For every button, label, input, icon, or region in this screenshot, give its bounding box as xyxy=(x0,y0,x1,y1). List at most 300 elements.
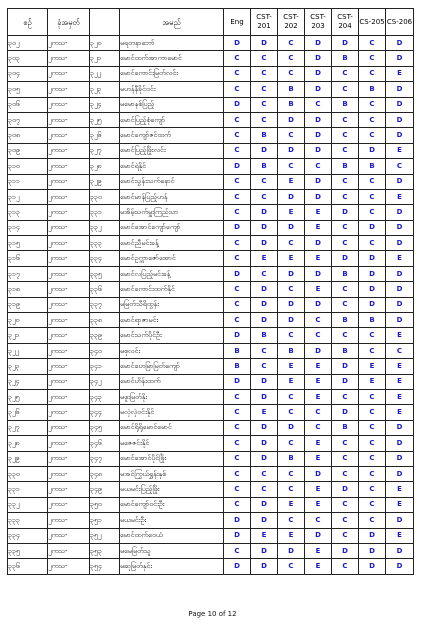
grade-cell: D xyxy=(359,266,386,281)
grade-cell: B xyxy=(224,343,251,358)
grade-cell: B xyxy=(332,159,359,174)
header-cell: CS-205 xyxy=(359,9,386,36)
grade-cell: E xyxy=(386,374,414,389)
grade-cell: C xyxy=(224,66,251,81)
student-name-cell: မောင်အောင်ပိုင်ဖြိုး xyxy=(120,451,224,466)
grade-cell: B xyxy=(224,359,251,374)
grade-cell: D xyxy=(332,374,359,389)
grade-cell: D xyxy=(278,420,305,435)
roll-number-cell: ၃၅၂ xyxy=(90,528,120,543)
header-row xyxy=(8,9,414,36)
grade-cell: C xyxy=(305,328,332,343)
serial-number-cell: ၃၂၇ xyxy=(8,420,48,435)
grade-cell: C xyxy=(251,66,278,81)
grade-cell: D xyxy=(305,36,332,51)
grade-cell: D xyxy=(386,51,414,66)
roll-prefix-cell: ၂ကသ- xyxy=(48,420,90,435)
roll-prefix-cell: ၂ကသ- xyxy=(48,205,90,220)
table-row xyxy=(8,51,414,66)
header-cell: Eng xyxy=(224,9,251,36)
serial-number-cell: ၃၀၈ xyxy=(8,128,48,143)
header-cell xyxy=(90,9,120,36)
roll-prefix-cell: ၂ကသ- xyxy=(48,236,90,251)
grade-cell: D xyxy=(386,436,414,451)
grade-cell: E xyxy=(386,359,414,374)
grade-cell: D xyxy=(359,282,386,297)
grade-cell: D xyxy=(251,282,278,297)
roll-prefix-cell: ၂ကသ- xyxy=(48,36,90,51)
serial-number-cell: ၃၁၆ xyxy=(8,251,48,266)
serial-number-cell: ၃၃၅ xyxy=(8,543,48,558)
grade-cell: B xyxy=(278,343,305,358)
grade-cell: C xyxy=(224,543,251,558)
grade-cell: E xyxy=(359,359,386,374)
table-row xyxy=(8,313,414,328)
grade-cell: B xyxy=(332,97,359,112)
table-row xyxy=(8,513,414,528)
grade-cell: D xyxy=(278,112,305,127)
grade-cell: E xyxy=(305,436,332,451)
grade-cell: D xyxy=(305,297,332,312)
grade-cell: D xyxy=(359,528,386,543)
serial-number-cell: ၃၁၅ xyxy=(8,236,48,251)
grade-cell: B xyxy=(332,51,359,66)
grade-cell: D xyxy=(305,266,332,281)
student-name-cell: မောင်ရိုရိုမောင်မောင် xyxy=(120,420,224,435)
grade-cell: C xyxy=(332,66,359,81)
roll-number-cell: ၃၄၂ xyxy=(90,374,120,389)
grade-cell: D xyxy=(386,466,414,481)
grade-cell: D xyxy=(359,143,386,158)
table-row xyxy=(8,466,414,481)
grade-cell: C xyxy=(224,189,251,204)
student-name-cell: မဆုမြတ်နှင်း xyxy=(120,559,224,574)
grade-cell: C xyxy=(251,359,278,374)
grade-cell: D xyxy=(251,559,278,574)
grade-cell: C xyxy=(359,128,386,143)
roll-number-cell: ၃၂၃ xyxy=(90,82,120,97)
grade-cell: C xyxy=(305,97,332,112)
grade-cell: C xyxy=(278,328,305,343)
grade-cell: D xyxy=(332,405,359,420)
grade-cell: E xyxy=(305,282,332,297)
grade-cell: C xyxy=(305,420,332,435)
grade-cell: D xyxy=(305,82,332,97)
serial-number-cell: ၃၂၈ xyxy=(8,436,48,451)
grade-cell: D xyxy=(386,297,414,312)
student-name-cell: မောင်ထက်အာကာမောင် xyxy=(120,51,224,66)
table-row xyxy=(8,66,414,81)
grade-cell: C xyxy=(224,389,251,404)
grade-cell: C xyxy=(224,405,251,420)
grade-cell: D xyxy=(251,389,278,404)
grade-cell: D xyxy=(251,497,278,512)
table-row xyxy=(8,343,414,358)
grade-cell: C xyxy=(224,143,251,158)
roll-prefix-cell: ၂ကသ- xyxy=(48,174,90,189)
table-row xyxy=(8,389,414,404)
serial-number-cell: ၃၃၀ xyxy=(8,466,48,481)
roll-prefix-cell: ၂ကသ- xyxy=(48,143,90,158)
grade-cell: D xyxy=(386,36,414,51)
grade-cell: C xyxy=(251,112,278,127)
grade-cell: D xyxy=(386,205,414,220)
grade-cell: C xyxy=(278,36,305,51)
grade-cell: E xyxy=(386,482,414,497)
grade-cell: C xyxy=(278,66,305,81)
results-table xyxy=(7,8,414,575)
grade-cell: B xyxy=(332,313,359,328)
table-row xyxy=(8,297,414,312)
header-cell: အမည် xyxy=(120,9,224,36)
grade-cell: D xyxy=(305,236,332,251)
grade-cell: D xyxy=(386,559,414,574)
grade-cell: E xyxy=(386,251,414,266)
grade-cell: C xyxy=(224,282,251,297)
grade-cell: D xyxy=(305,112,332,127)
grade-cell: C xyxy=(224,466,251,481)
grade-cell: D xyxy=(386,282,414,297)
grade-cell: C xyxy=(332,282,359,297)
roll-number-cell: ၃၃၅ xyxy=(90,266,120,281)
roll-prefix-cell: ၂ကသ- xyxy=(48,528,90,543)
grade-cell: E xyxy=(386,66,414,81)
grade-cell: D xyxy=(224,220,251,235)
grade-cell: D xyxy=(251,543,278,558)
grade-cell: B xyxy=(278,97,305,112)
serial-number-cell: ၃၂၅ xyxy=(8,389,48,404)
grade-cell: C xyxy=(359,513,386,528)
grade-cell: C xyxy=(332,559,359,574)
grade-cell: C xyxy=(332,82,359,97)
grade-cell: B xyxy=(359,159,386,174)
grade-cell: D xyxy=(251,220,278,235)
table-row xyxy=(8,236,414,251)
grade-cell: C xyxy=(224,451,251,466)
grade-cell: D xyxy=(278,313,305,328)
roll-number-cell: ၃၃၀ xyxy=(90,189,120,204)
roll-number-cell: ၃၂၉ xyxy=(90,174,120,189)
grade-cell: D xyxy=(251,36,278,51)
table-row xyxy=(8,97,414,112)
serial-number-cell: ၃၂၀ xyxy=(8,313,48,328)
student-name-cell: မမြတ်သီရိထွန်း xyxy=(120,297,224,312)
student-name-cell: မောင်ကျော်ဇင်ထက် xyxy=(120,128,224,143)
roll-number-cell: ၃၂၁ xyxy=(90,51,120,66)
table-row xyxy=(8,374,414,389)
table-row xyxy=(8,559,414,574)
grade-cell: E xyxy=(386,389,414,404)
student-name-cell: မအိမ့်သက်မှူးကြည်သာ xyxy=(120,205,224,220)
grade-cell: E xyxy=(305,389,332,404)
serial-number-cell: ၃၀၆ xyxy=(8,97,48,112)
grade-cell: D xyxy=(386,112,414,127)
grade-cell: D xyxy=(332,359,359,374)
roll-prefix-cell: ၂ကသ- xyxy=(48,405,90,420)
grade-cell: C xyxy=(251,466,278,481)
grade-cell: D xyxy=(224,513,251,528)
student-name-cell: မမောနစ်ပြည့် xyxy=(120,97,224,112)
table-row xyxy=(8,282,414,297)
grade-cell: C xyxy=(332,436,359,451)
grade-cell: E xyxy=(278,497,305,512)
table-row xyxy=(8,328,414,343)
roll-prefix-cell: ၂ကသ- xyxy=(48,82,90,97)
table-row xyxy=(8,128,414,143)
table-row xyxy=(8,112,414,127)
table-row xyxy=(8,174,414,189)
grade-cell: D xyxy=(305,466,332,481)
serial-number-cell: ၃၁၂ xyxy=(8,189,48,204)
grade-cell: D xyxy=(251,436,278,451)
header-cell: CST-201 xyxy=(251,9,278,36)
grade-cell: C xyxy=(332,497,359,512)
grade-cell: C xyxy=(278,282,305,297)
grade-cell: C xyxy=(359,405,386,420)
grade-cell: C xyxy=(332,236,359,251)
roll-number-cell: ၃၃၄ xyxy=(90,251,120,266)
grade-cell: D xyxy=(224,159,251,174)
grade-cell: C xyxy=(359,174,386,189)
grade-cell: E xyxy=(278,359,305,374)
table-row xyxy=(8,405,414,420)
grade-cell: D xyxy=(251,451,278,466)
roll-number-cell: ၃၅၃ xyxy=(90,543,120,558)
grade-cell: C xyxy=(359,451,386,466)
student-name-cell: မောင်ပြည့်ဖြိုးလင်း xyxy=(120,143,224,158)
grade-cell: C xyxy=(359,497,386,512)
serial-number-cell: ၃၂၂ xyxy=(8,343,48,358)
grade-cell: E xyxy=(278,174,305,189)
grade-cell: C xyxy=(278,128,305,143)
grade-cell: E xyxy=(251,251,278,266)
grade-cell: D xyxy=(305,128,332,143)
roll-prefix-cell: ၂ကသ- xyxy=(48,374,90,389)
grade-cell: C xyxy=(332,513,359,528)
roll-number-cell: ၃၃၈ xyxy=(90,313,120,328)
roll-number-cell: ၃၂၄ xyxy=(90,97,120,112)
table-row xyxy=(8,143,414,158)
grade-cell: D xyxy=(386,97,414,112)
grade-cell: C xyxy=(332,466,359,481)
serial-number-cell: ၃၂၆ xyxy=(8,405,48,420)
roll-prefix-cell: ၂ကသ- xyxy=(48,112,90,127)
grade-cell: C xyxy=(332,328,359,343)
grade-cell: D xyxy=(359,251,386,266)
grade-cell: C xyxy=(359,466,386,481)
grade-cell: E xyxy=(386,189,414,204)
grade-cell: D xyxy=(224,328,251,343)
grade-cell: C xyxy=(224,297,251,312)
roll-number-cell: ၃၃၆ xyxy=(90,282,120,297)
roll-prefix-cell: ၂ကသ- xyxy=(48,282,90,297)
grade-cell: C xyxy=(251,97,278,112)
roll-prefix-cell: ၂ကသ- xyxy=(48,466,90,481)
grade-cell: D xyxy=(224,528,251,543)
grade-cell: D xyxy=(305,174,332,189)
grade-cell: D xyxy=(386,236,414,251)
grade-cell: D xyxy=(359,559,386,574)
grade-cell: E xyxy=(386,328,414,343)
grade-cell: C xyxy=(251,343,278,358)
roll-number-cell: ၃၄၅ xyxy=(90,420,120,435)
grade-cell: C xyxy=(359,389,386,404)
serial-number-cell: ၃၀၂ xyxy=(8,36,48,51)
grade-cell: E xyxy=(305,251,332,266)
grade-cell: C xyxy=(224,128,251,143)
grade-cell: E xyxy=(305,482,332,497)
grade-cell: C xyxy=(278,159,305,174)
grade-cell: D xyxy=(278,297,305,312)
serial-number-cell: ၃၁၉ xyxy=(8,297,48,312)
grade-cell: E xyxy=(305,359,332,374)
grade-cell: D xyxy=(278,266,305,281)
grade-cell: C xyxy=(278,482,305,497)
grade-cell: E xyxy=(305,497,332,512)
grade-cell: C xyxy=(359,112,386,127)
table-row xyxy=(8,189,414,204)
serial-number-cell: ၃၂၄ xyxy=(8,374,48,389)
grade-cell: B xyxy=(332,420,359,435)
student-name-cell: မောင်ပြည့်စုံကျော် xyxy=(120,112,224,127)
student-name-cell: မောင်သက်ပိုင်ဦး xyxy=(120,328,224,343)
table-row xyxy=(8,420,414,435)
grade-cell: B xyxy=(251,328,278,343)
grade-cell: B xyxy=(251,128,278,143)
roll-prefix-cell: ၂ကသ- xyxy=(48,328,90,343)
grade-cell: D xyxy=(386,82,414,97)
table-row xyxy=(8,451,414,466)
grade-cell: E xyxy=(386,497,414,512)
grade-cell: D xyxy=(359,220,386,235)
student-name-cell: မဟန်နီခိုင်ဝင်း xyxy=(120,82,224,97)
grade-cell: E xyxy=(359,374,386,389)
table-row xyxy=(8,205,414,220)
grade-cell: D xyxy=(305,189,332,204)
grade-cell: C xyxy=(359,236,386,251)
roll-number-cell: ၃၅၄ xyxy=(90,559,120,574)
table-row xyxy=(8,36,414,51)
grade-cell: D xyxy=(224,97,251,112)
roll-number-cell: ၃၄၆ xyxy=(90,436,120,451)
serial-number-cell: ၃၁၁ xyxy=(8,174,48,189)
table-row xyxy=(8,159,414,174)
grade-cell: D xyxy=(251,374,278,389)
grade-cell: C xyxy=(332,220,359,235)
grade-cell: D xyxy=(305,143,332,158)
grade-cell: C xyxy=(332,389,359,404)
table-row xyxy=(8,266,414,281)
grade-cell: C xyxy=(278,236,305,251)
grade-cell: D xyxy=(386,513,414,528)
student-name-cell: မအင်ကြွယ်ရွှန်းနှစ် xyxy=(120,466,224,481)
grade-cell: D xyxy=(224,266,251,281)
serial-number-cell: ၃၃၁ xyxy=(8,482,48,497)
roll-prefix-cell: ၂ကသ- xyxy=(48,543,90,558)
roll-number-cell: ၃၂၇ xyxy=(90,143,120,158)
serial-number-cell: ၃၁၃ xyxy=(8,205,48,220)
roll-prefix-cell: ၂ကသ- xyxy=(48,51,90,66)
serial-number-cell: ၃၀၄ xyxy=(8,66,48,81)
page-footer: Page 10 of 12 xyxy=(188,610,237,618)
grade-cell: C xyxy=(224,420,251,435)
student-name-cell: မမေမြတ်သူ xyxy=(120,543,224,558)
grade-cell: C xyxy=(251,174,278,189)
serial-number-cell: ၃၁၀ xyxy=(8,159,48,174)
serial-number-cell: ၃၁၈ xyxy=(8,282,48,297)
grade-cell: C xyxy=(359,36,386,51)
grade-cell: C xyxy=(359,66,386,81)
grade-cell: C xyxy=(224,112,251,127)
table-row xyxy=(8,528,414,543)
serial-number-cell: ၃၃၆ xyxy=(8,559,48,574)
student-name-cell: မစုလင်း xyxy=(120,343,224,358)
student-name-cell: မယမင်းဦး xyxy=(120,513,224,528)
roll-prefix-cell: ၂ကသ- xyxy=(48,97,90,112)
grade-cell: E xyxy=(251,405,278,420)
grade-cell: C xyxy=(359,97,386,112)
student-name-cell: မောင်ရဲနိုင် xyxy=(120,159,224,174)
grade-cell: C xyxy=(332,528,359,543)
grade-cell: E xyxy=(251,528,278,543)
serial-number-cell: ၃၃၂ xyxy=(8,497,48,512)
student-name-cell: မယမင်းပြည့်ဖြိုး xyxy=(120,482,224,497)
roll-number-cell: ၃၄၄ xyxy=(90,405,120,420)
roll-number-cell: ၃၂၈ xyxy=(90,159,120,174)
grade-cell: C xyxy=(359,51,386,66)
grade-cell: C xyxy=(332,451,359,466)
grade-cell: E xyxy=(386,405,414,420)
grade-cell: C xyxy=(224,251,251,266)
grade-cell: C xyxy=(224,497,251,512)
roll-number-cell: ၃၃၉ xyxy=(90,328,120,343)
roll-prefix-cell: ၂ကသ- xyxy=(48,266,90,281)
header-cell: CST-202 xyxy=(278,9,305,36)
roll-number-cell: ၃၂၅ xyxy=(90,112,120,127)
grade-cell: C xyxy=(278,405,305,420)
grade-cell: C xyxy=(359,189,386,204)
roll-number-cell: ၃၅၁ xyxy=(90,513,120,528)
grade-cell: C xyxy=(278,51,305,66)
grade-cell: C xyxy=(332,143,359,158)
roll-prefix-cell: ၂ကသ- xyxy=(48,189,90,204)
grade-cell: B xyxy=(332,343,359,358)
grade-cell: D xyxy=(251,205,278,220)
serial-number-cell: ၃၂၁ xyxy=(8,328,48,343)
grade-cell: D xyxy=(386,266,414,281)
grade-cell: D xyxy=(332,205,359,220)
grade-cell: B xyxy=(278,451,305,466)
table-row xyxy=(8,543,414,558)
roll-number-cell: ၃၄၉ xyxy=(90,482,120,497)
serial-number-cell: ၃၁၇ xyxy=(8,266,48,281)
roll-prefix-cell: ၂ကသ- xyxy=(48,251,90,266)
roll-number-cell: ၃၃၁ xyxy=(90,205,120,220)
header-cell: CST-204 xyxy=(332,9,359,36)
grade-cell: E xyxy=(386,143,414,158)
grade-cell: D xyxy=(386,128,414,143)
grade-cell: C xyxy=(224,436,251,451)
student-name-cell: မလှဲလှဲဝင်းနိုင် xyxy=(120,405,224,420)
roll-number-cell: ၃၂၀ xyxy=(90,36,120,51)
roll-prefix-cell: ၂ကသ- xyxy=(48,559,90,574)
grade-cell: B xyxy=(359,82,386,97)
grade-cell: D xyxy=(224,36,251,51)
table-row xyxy=(8,82,414,97)
grade-cell: C xyxy=(251,51,278,66)
grade-cell: E xyxy=(305,451,332,466)
grade-cell: D xyxy=(251,513,278,528)
